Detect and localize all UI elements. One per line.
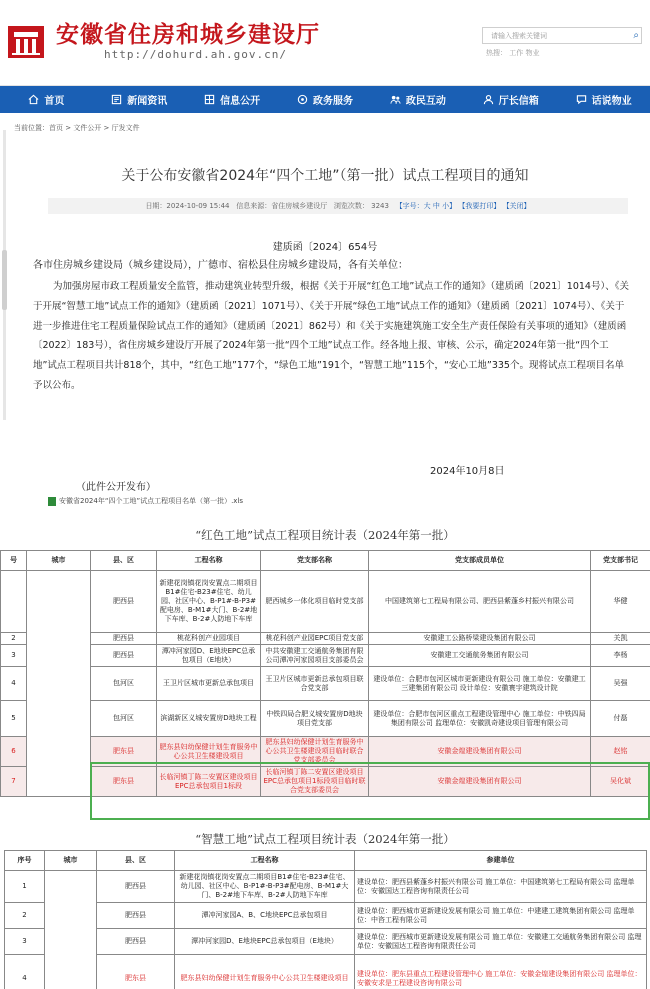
- col-header: 县、区: [97, 851, 175, 871]
- meta-source: 信息来源：省住房城乡建设厅: [236, 202, 328, 210]
- nav-info[interactable]: [186, 86, 279, 113]
- cell-members: 安徽金煌建设集团有限公司: [369, 737, 591, 767]
- meta-date: 日期：2024-10-09 15:44: [145, 202, 230, 210]
- interaction-icon: [390, 94, 401, 105]
- nav-label: 厅长信箱: [498, 96, 539, 107]
- smart-table-title: “智慧工地”试点工程项目统计表（2024年第一批）: [195, 832, 455, 846]
- col-header: 序号: [5, 851, 45, 871]
- cell-no: 1: [5, 871, 45, 903]
- cell-project: 王卫片区城市更新总承包项目: [157, 667, 261, 701]
- cell-secretary: 吴化斌: [591, 767, 650, 797]
- table-header-row: [5, 851, 647, 871]
- table-row: [1, 571, 650, 633]
- cell-county: 肥东县: [97, 955, 175, 989]
- col-header: 工程名称: [175, 851, 355, 871]
- cell-project: 桃花科创产业园项目: [157, 633, 261, 645]
- col-header: 县、区: [91, 551, 157, 571]
- table-header-row: [1, 551, 650, 571]
- cell-no: 6: [1, 737, 27, 767]
- chat-icon: [576, 94, 587, 105]
- cell-county: 肥西县: [97, 929, 175, 955]
- cell-branch: 肥东县妇幼保健计划生育服务中心公共卫生楼建设项目临时联合党支部委员会: [261, 737, 369, 767]
- cell-project: 滨湖新区义城安置房D地块工程: [157, 701, 261, 737]
- cell-project: 新建花岗镇花岗安置点二期项目B1#住宅-B23#住宅、幼儿园、社区中心、B-P1#-B-P3#配电房、B-M1#大门、B-2#地下车库、B-2#人防地下车库: [157, 571, 261, 633]
- site-title[interactable]: 安徽省住房和城乡建设厅: [56, 22, 320, 48]
- table-row: [1, 701, 650, 737]
- cell-branch: 肥西城乡一体化项目临时党支部: [261, 571, 369, 633]
- cell-project: 潭冲河家园A、B、C地块EPC总承包项目: [175, 903, 355, 929]
- table-row-highlighted: [1, 737, 650, 767]
- home-icon: [28, 94, 39, 105]
- table-row-highlighted: [1, 767, 650, 797]
- article-body-text: 为加强房屋市政工程质量安全监管，推动建筑业转型升级，根据《关于开展“红色工地”试点工作的通知》（建质函〔2021〕1014号）、《关于开展“智慧工地”试点工作的通知》（建质函〔2021〕1071号）、《关于开展“绿色工地”试点工作的通知》（建质函〔2021〕1074号）、《关于进一步推进住宅工程质量保险试点工作的通知》（建质函〔2021〕862号）和《关于实施建筑施工安全生产责任保险有关事项的通知》（建质函〔2022〕183号），省住房城乡建设厅开展了2024年第一批“四个工地”试点工作。经各地上报、审核、公示，确定2024年第一批“四个工地”试点工程项目共计818个，其中，“红色工地”177个，“绿色工地”191个，“智慧工地”115个，“安心工地”335个。现将试点工程项目名单予以公布。: [33, 281, 629, 391]
- nav-interaction[interactable]: [371, 86, 464, 113]
- excel-file-icon: [48, 497, 56, 506]
- meta-views: 浏览次数： 3243: [333, 202, 389, 210]
- cell-secretary: 华健: [591, 571, 650, 633]
- cell-county: 肥东县: [91, 737, 157, 767]
- nav-label: 首页: [44, 96, 65, 107]
- nav-label: 政民互动: [405, 96, 446, 107]
- page-title: 关于公布安徽省2024年“四个工地”（第一批）试点工程项目的通知: [121, 168, 529, 184]
- cell-no: 3: [1, 645, 27, 667]
- nav-chat[interactable]: [557, 86, 650, 113]
- cell-branch: 中铁四局合肥义城安置房D地块项目党支部: [261, 701, 369, 737]
- search-input[interactable]: [482, 27, 642, 44]
- cell-city: [45, 871, 97, 989]
- table-row: [5, 929, 647, 955]
- service-icon: [297, 94, 308, 105]
- cell-project: 肥东县妇幼保健计划生育服务中心公共卫生楼建设项目: [157, 737, 261, 767]
- cell-county: 包河区: [91, 701, 157, 737]
- cell-project: 潭冲河家园D、E地块EPC总承包项目（E地块）: [157, 645, 261, 667]
- cell-no: 2: [5, 903, 45, 929]
- news-icon: [111, 94, 122, 105]
- site-header: [0, 0, 650, 86]
- hot-search-words[interactable]: 热搜： 工作 物业: [486, 49, 540, 57]
- cell-no: [1, 571, 27, 633]
- cell-project: 潭冲河家园D、E地块EPC总承包项目（E地块）: [175, 929, 355, 955]
- cell-county: 肥西县: [91, 633, 157, 645]
- col-header: 城市: [45, 851, 97, 871]
- site-url: http://dohurd.ah.gov.cn/: [104, 48, 287, 61]
- main-nav: [0, 86, 650, 113]
- cell-county: 肥西县: [91, 645, 157, 667]
- table-row: [1, 633, 650, 645]
- info-icon: [204, 94, 215, 105]
- table-row: [1, 667, 650, 701]
- nav-label: 话说物业: [591, 96, 632, 107]
- doc-number: 建质函〔2024〕654号: [272, 242, 378, 253]
- cell-units: 建设单位：肥西城市更新建设发展有限公司 施工单位：中建建工建筑集团有限公司 监理单位：中咨工程有限公司: [355, 903, 647, 929]
- cell-county: 肥西县: [91, 571, 157, 633]
- red-table-title: “红色工地”试点工程项目统计表（2024年第一批）: [195, 528, 455, 542]
- nav-service[interactable]: [279, 86, 372, 113]
- table-row: [5, 871, 647, 903]
- cell-units: 建设单位：肥西城市更新建设发展有限公司 施工单位：安徽建工交通航务集团有限公司 监理单位：安徽国达工程咨询有限责任公司: [355, 929, 647, 955]
- font-size-toggle[interactable]: 【字号：大 中 小】: [395, 202, 457, 210]
- attachment-link[interactable]: [48, 496, 243, 506]
- cell-members: 中国建筑第七工程局有限公司、肥西县紫蓬乡村振兴有限公司: [369, 571, 591, 633]
- cell-secretary: 付磊: [591, 701, 650, 737]
- cell-members: 安徽建工交通航务集团有限公司: [369, 645, 591, 667]
- cell-county: 肥西县: [97, 871, 175, 903]
- col-header: 号: [1, 551, 27, 571]
- col-header: 参建单位: [355, 851, 647, 871]
- cell-no: 3: [5, 929, 45, 955]
- cell-no: 5: [1, 701, 27, 737]
- nav-home[interactable]: [0, 86, 93, 113]
- col-header: 工程名称: [157, 551, 261, 571]
- table-row: [5, 955, 647, 989]
- cell-no: 4: [1, 667, 27, 701]
- cell-branch: 王卫片区城市更新总承包项目联合党支部: [261, 667, 369, 701]
- cell-project: 长临河镇丁陈二安置区建设项目EPC总承包项目1标段: [157, 767, 261, 797]
- cell-city: [27, 571, 91, 797]
- col-header: 党支部成员单位: [369, 551, 591, 571]
- cell-branch: 中共安徽建工交通航务集团有限公司潭冲河家园项目支部委员会: [261, 645, 369, 667]
- article-body: [33, 277, 629, 396]
- cell-members: 建设单位：合肥市包河区城市更新建设有限公司 施工单位：安徽建工三建集团有限公司 设计单位：安徽寰宇建筑设计院: [369, 667, 591, 701]
- search-icon[interactable]: ⌕: [633, 30, 639, 41]
- cell-units: 建设单位：肥西县紫蓬乡村振兴有限公司 施工单位：中国建筑第七工程局有限公司 监理单位：安徽国达工程咨询有限责任公司: [355, 871, 647, 903]
- red-site-table: [0, 550, 650, 797]
- print-link[interactable]: 【我要打印】: [458, 202, 501, 210]
- cell-members: 建设单位：合肥市包河区重点工程建设管理中心 施工单位：中铁四局集团有限公司 监理单位：安徽凯奇建设项目管理有限公司: [369, 701, 591, 737]
- cell-county: 肥东县: [91, 767, 157, 797]
- salutation: 各市住房城乡建设局（城乡建设局），广德市、宿松县住房城乡建设局，各有关单位：: [33, 260, 408, 271]
- col-header: 城市: [27, 551, 91, 571]
- cell-members: 安徽金煌建设集团有限公司: [369, 767, 591, 797]
- cell-no: 7: [1, 767, 27, 797]
- nav-label: 新闻资讯: [127, 96, 168, 107]
- nav-news[interactable]: [93, 86, 186, 113]
- cell-project: 肥东县妇幼保健计划生育服务中心公共卫生楼建设项目: [175, 955, 355, 989]
- table-row: [5, 903, 647, 929]
- cell-units: 建设单位：肥东县重点工程建设管理中心 施工单位：安徽金煌建设集团有限公司 监理单位：安徽安求是工程建设咨询有限公司: [355, 955, 647, 989]
- nav-mailbox[interactable]: [464, 86, 557, 113]
- cell-secretary: 李杨: [591, 645, 650, 667]
- scroll-thumb[interactable]: [2, 250, 7, 310]
- breadcrumb[interactable]: 当前位置：首页 > 文件公开 > 厅发文件: [14, 124, 140, 132]
- cell-secretary: 关凯: [591, 633, 650, 645]
- cell-county: 包河区: [91, 667, 157, 701]
- mailbox-icon: [483, 94, 494, 105]
- nav-label: 信息公开: [220, 96, 261, 107]
- cell-branch: 长临河镇丁陈二安置区建设项目EPC总承包项目1标段项目临时联合党支部委员会: [261, 767, 369, 797]
- cell-branch: 桃花科创产业园EPC项目党支部: [261, 633, 369, 645]
- cell-members: 安徽建工公路桥梁建设集团有限公司: [369, 633, 591, 645]
- emblem-icon: [6, 22, 46, 62]
- publish-note: （此件公开发布）: [76, 482, 156, 493]
- cell-secretary: 赵铭: [591, 737, 650, 767]
- col-header: 党支部名称: [261, 551, 369, 571]
- close-link[interactable]: 【关闭】: [502, 202, 531, 210]
- article-meta: [48, 198, 628, 214]
- cell-secretary: 吴强: [591, 667, 650, 701]
- col-header: 党支部书记: [591, 551, 650, 571]
- search-placeholder: 请输入搜索关键词: [491, 32, 547, 40]
- cell-no: 2: [1, 633, 27, 645]
- cell-no: 4: [5, 955, 45, 989]
- cell-county: 肥西县: [97, 903, 175, 929]
- nav-label: 政务服务: [313, 96, 353, 107]
- smart-site-table: [4, 850, 647, 989]
- table-row: [1, 645, 650, 667]
- cell-project: 新建花岗镇花岗安置点二期项目B1#住宅-B23#住宅、幼儿园、社区中心、B-P1#-B-P3#配电房、B-M1#大门、B-2#地下车库、B-2#人防地下车库: [175, 871, 355, 903]
- attachment-name[interactable]: 安徽省2024年“四个工地”试点工程项目名单（第一批）.xls: [59, 497, 244, 505]
- sign-date: 2024年10月8日: [430, 466, 505, 477]
